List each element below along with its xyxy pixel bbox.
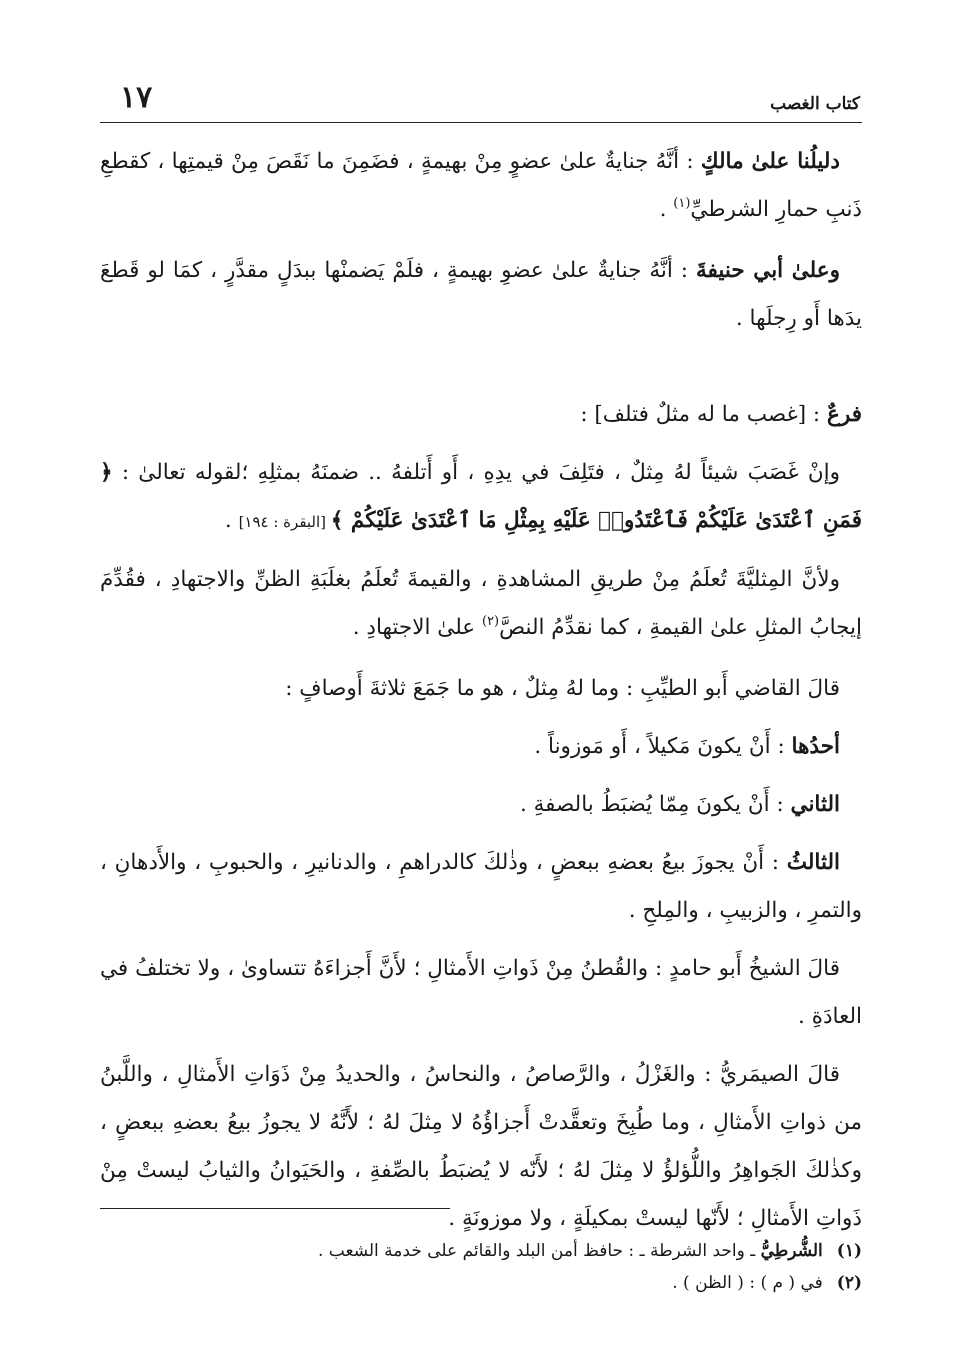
footnote-number: (١)	[836, 1241, 862, 1261]
paragraph-text: وإنْ غَصَبَ شيئاً لهُ مِثلٌ ، فتَلِفَ في يدِهِ ، أَو أَتلفهُ .. ضمنَهُ بمثلِهِ ؛لقوله تعالىٰ :	[121, 460, 840, 485]
paragraph-text: قالَ الصيمَريُّ : والغَزْلُ ، والرَّصاصُ ، والنحاسُ ، والحديدُ مِنْ ذَوَاتِ الأَمثالِ ، واللَّبنُ من ذواتِ الأَمثالِ ، وما طُبِخَ وتعقَّدتْ أَجزاؤُهُ لا مِثلَ لهُ ؛ لأَنَّهُ لا يجوزُ بيعُ بعضهِ ببعضٍ ، وكذٰلكَ الجَواهِرُ واللُّؤلؤُ لا مِثلَ لهُ ؛ لأَنّه لا يُضبَطُ بالصِّفةِ ، والحَيَوانُ والثيابُ ليستْ مِنْ ذَواتِ الأَمثالِ ؛ لأَنّها ليستْ بمكيلَةٍ ، ولا موزونَةٍ .	[100, 1062, 862, 1231]
paragraph-lead: وعلىٰ أبي حنيفةَ	[696, 258, 841, 283]
paragraph-end: علىٰ الاجتهادِ .	[352, 615, 482, 640]
paragraph-similarity	[100, 556, 862, 655]
section-heading	[100, 391, 862, 439]
paragraph-text: : أَنْ يكونَ مَكيلاً ، أَو مَوزوناً .	[534, 734, 792, 759]
footnote-marker[interactable]: (١)	[673, 196, 691, 211]
paragraph-text: : أنَّهُ جنايةٌ علىٰ عضوٍ مِنْ بهيمةٍ ، فضَمِنَ ما نَقَصَ مِنْ قيمتِها ، كقطعِ ذَنبِ حمارِ الشرطيِّ	[100, 149, 862, 222]
paragraph-text: : أَنْ يجوزَ بيعُ بعضهِ ببعضٍ ، وذٰلكَ كالدراهمِ ، والدنانيرِ ، والحبوبِ ، والأَدهانِ ، والتمرِ ، والزبيبِ ، والمِلحِ .	[100, 850, 862, 923]
paragraph-lead: دليلُنا علىٰ مالكٍ	[700, 149, 840, 174]
page-number: ١٧	[120, 80, 153, 115]
paragraph-first	[100, 723, 862, 771]
paragraph-lead: الثالثُ	[786, 850, 840, 875]
paragraph-third	[100, 839, 862, 935]
footnote-rule	[100, 1208, 450, 1209]
footnote-1	[100, 1235, 862, 1267]
section-lead: فرعٌ	[827, 402, 862, 427]
footnote-term: الشُّرطِيُّ	[760, 1241, 823, 1261]
footnote-number: (٢)	[836, 1273, 862, 1293]
paragraph-end: .	[224, 508, 239, 533]
main-text	[100, 138, 862, 1253]
footnote-text: ـ واحد الشرطة ـ : حافظ أمن البلد والقائم على خدمة الشعب .	[318, 1241, 761, 1261]
paragraph-text: قالَ الشيخُ أَبو حامدٍ : والقُطنُ مِنْ ذَواتِ الأَمثالِ ؛ لأَنَّ أَجزاءَهُ تتساوىٰ ، ولا تختلفُ في العادَةِ .	[100, 956, 862, 1029]
paragraph-abu-hamid	[100, 945, 862, 1041]
verse-reference: [البقرة : ١٩٤]	[238, 513, 331, 531]
paragraph-end: .	[659, 197, 674, 222]
paragraph-qadi	[100, 665, 862, 713]
paragraph-text: ولأنَّ المِثليَّةَ تُعلَمُ مِنْ طريقِ المشاهدةِ ، والقيمةَ تُعلَمُ بغلَبَةِ الظنِّ والاجتهادِ ، فقُدِّمَ إيجابُ المثلِ علىٰ القيمةِ ، كما نقدِّمُ النصَّ	[100, 567, 862, 640]
paragraph-second	[100, 781, 862, 829]
paragraph-abu-hanifa	[100, 247, 862, 343]
header-rule	[100, 122, 862, 123]
paragraph-text: : أَنْ يكونَ مِمّا يُضبَطُ بالصفةِ .	[519, 792, 791, 817]
section-title: : [غصب ما له مثلٌ فتلف] :	[580, 402, 828, 427]
quran-verse: ﴿ فَمَنِ ٱعْتَدَىٰ عَلَيْكُمْ فَٱعْتَدُوا۟ عَلَيْهِ بِمِثْلِ مَا ٱعْتَدَىٰ عَلَيْكُمْ ﴾	[100, 460, 862, 533]
footnote-marker[interactable]: (٢)	[481, 614, 500, 629]
footnote-2	[100, 1267, 862, 1299]
paragraph-text: قالَ القاضي أَبو الطيِّبِ : وما لهُ مِثلٌ ، هو ما جَمَعَ ثلاثةَ أَوصافٍ :	[285, 676, 840, 701]
book-page	[100, 80, 862, 1320]
section-spacer	[100, 353, 862, 391]
running-header	[100, 80, 862, 120]
paragraph-text: : أنَّهُ جنايةٌ علىٰ عضوِ بهيمةٍ ، فلَمْ يَضمنْها ببدَلٍ مقدَّرٍ ، كمَا لو قَطعَ يدَها أَو رِجلَها .	[100, 258, 862, 331]
paragraph-lead: الثاني	[790, 792, 840, 817]
footnote-text: في ( م ) : ( الظن ) .	[672, 1273, 823, 1293]
paragraph-malik-evidence	[100, 138, 862, 237]
paragraph-saymari	[100, 1051, 862, 1243]
paragraph-quran-evidence	[100, 449, 862, 546]
running-title: كتاب الغصب	[770, 94, 860, 114]
paragraph-lead: أحدُها	[791, 734, 840, 759]
footnotes	[100, 1235, 862, 1299]
